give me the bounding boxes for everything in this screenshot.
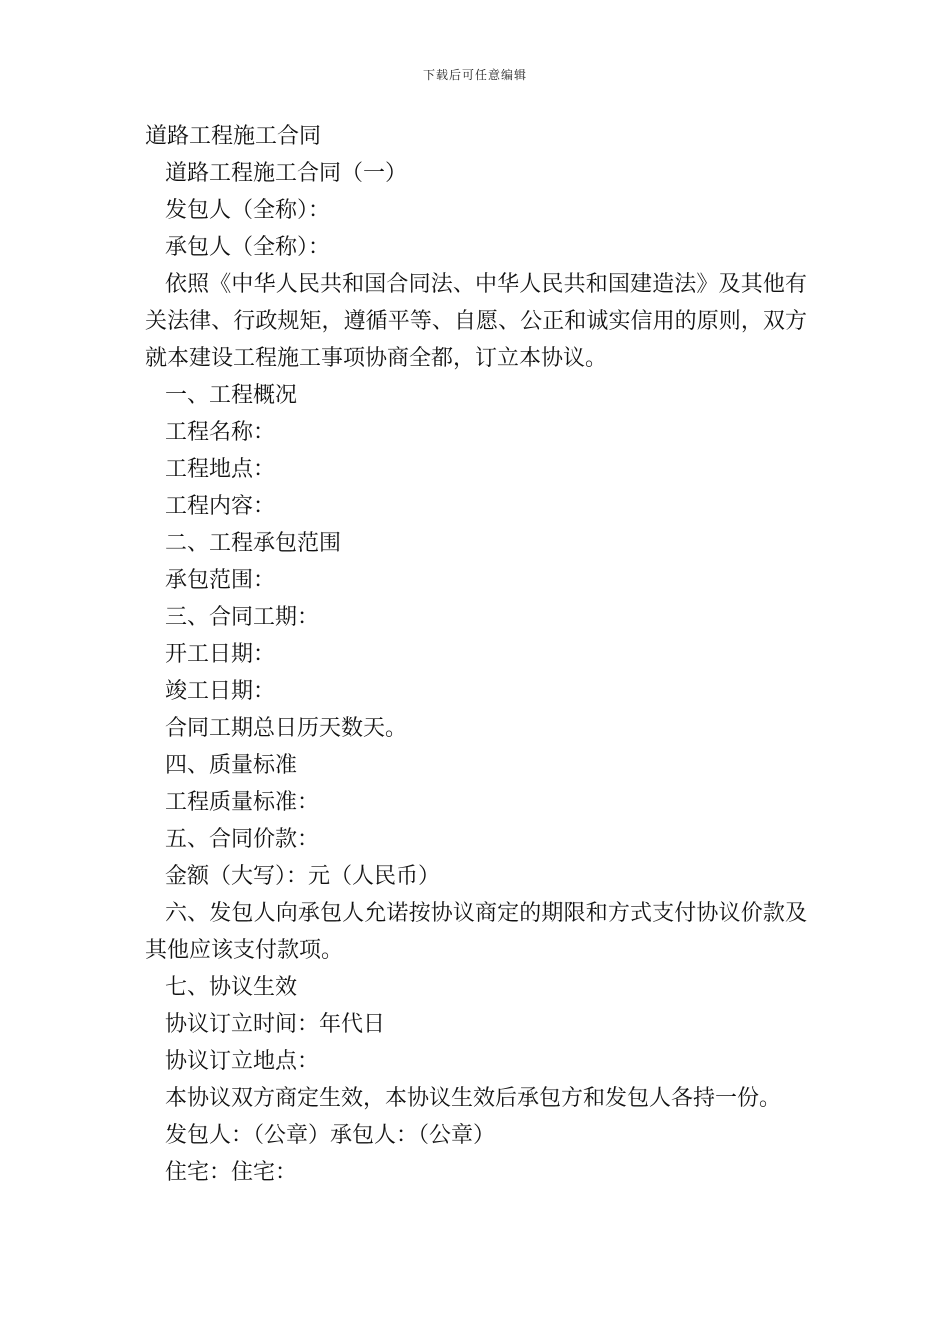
- contractor-line: 承包人（全称）：: [165, 235, 331, 260]
- header-note: 下载后可任意编辑: [422, 68, 527, 82]
- effect-line: 本协议双方商定生效，本协议生效后承包方和发包人各持一份。: [165, 1086, 782, 1111]
- section4-heading: 四、质量标准: [165, 753, 298, 778]
- contract-document: [145, 118, 807, 1191]
- total-days-line: 合同工期总日历天数天。: [165, 716, 408, 741]
- completion-date-line: 竣工日期：: [165, 679, 276, 704]
- document-title: 道路工程施工合同: [145, 124, 322, 149]
- section2-heading: 二、工程承包范围: [165, 531, 342, 556]
- signing-place-line: 协议订立地点：: [165, 1049, 320, 1074]
- project-content-line: 工程内容：: [165, 494, 276, 519]
- section5-heading: 五、合同价款：: [165, 827, 320, 852]
- project-name-line: 工程名称：: [165, 420, 276, 445]
- quality-standard-line: 工程质量标准：: [165, 790, 320, 815]
- section7-heading: 七、协议生效: [165, 975, 298, 1000]
- document-subtitle: 道路工程施工合同（一）: [165, 161, 408, 186]
- section1-heading: 一、工程概况: [165, 383, 298, 408]
- project-location-line: 工程地点：: [165, 457, 276, 482]
- section3-heading: 三、合同工期：: [165, 605, 320, 630]
- employer-line: 发包人（全称）：: [165, 198, 331, 223]
- signing-time-line: 协议订立时间：年代日: [165, 1012, 386, 1037]
- start-date-line: 开工日期：: [165, 642, 276, 667]
- intro-paragraph: 依照《中华人民共和国合同法、中华人民共和国建造法》及其他有关法律、行政规矩，遵循平等、自愿、公正和诚实信用的原则，双方就本建设工程施工事项协商全都，订立本协议。: [145, 272, 807, 371]
- address-line: 住宅：住宅：: [165, 1160, 298, 1185]
- contract-amount-line: 金额（大写）：元（人民币）: [165, 864, 441, 889]
- seals-line: 发包人：（公章）承包人：（公章）: [165, 1123, 496, 1148]
- contract-scope-line: 承包范围：: [165, 568, 276, 593]
- section6-paragraph: 六、发包人向承包人允诺按协议商定的期限和方式支付协议价款及其他应该支付款项。: [145, 901, 807, 963]
